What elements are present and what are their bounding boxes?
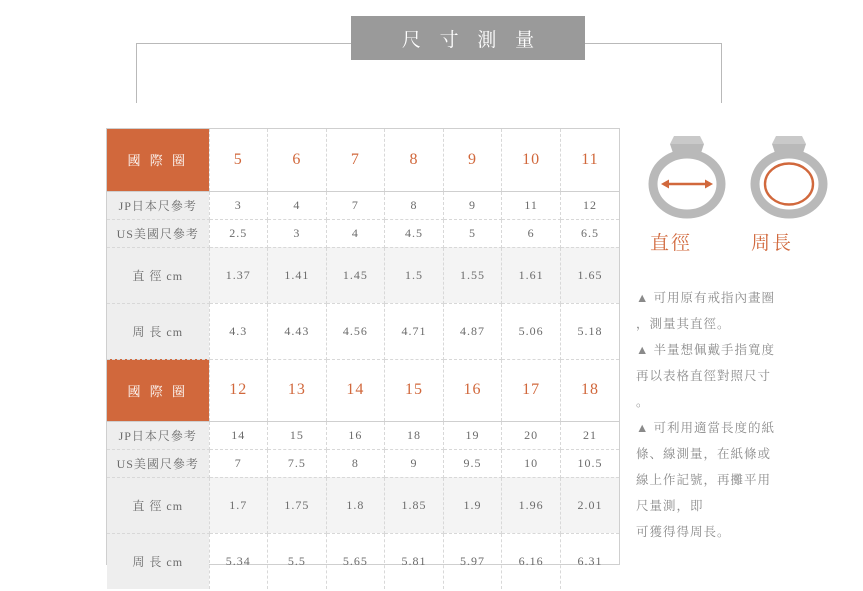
page-header (0, 0, 863, 110)
cell-us1-3: 4.5 (385, 219, 444, 247)
cell-us1-5: 6 (502, 219, 561, 247)
cell-jp1-5: 11 (502, 191, 561, 219)
cell-us2-2: 8 (326, 449, 385, 477)
cell-us2-4: 9.5 (443, 449, 502, 477)
measurement-guide (636, 128, 846, 546)
note-line: ▲ 可利用適當長度的紙 (636, 421, 775, 435)
size-chart (106, 128, 620, 569)
ring-captions (636, 228, 846, 264)
cell-dia2-5: 1.96 (502, 477, 561, 533)
cell-us2-3: 9 (385, 449, 444, 477)
cell-intl1-4: 9 (443, 129, 502, 191)
row-label-circumference-2: 周 長 cm (107, 533, 209, 589)
cell-dia2-4: 1.9 (443, 477, 502, 533)
page-title: 尺 寸 測 量 (351, 16, 585, 60)
cell-cir2-5: 6.16 (502, 533, 561, 589)
table-row-circumference-1 (107, 303, 619, 359)
cell-jp1-1: 4 (268, 191, 327, 219)
cell-cir2-0: 5.34 (209, 533, 268, 589)
cell-intl2-4: 16 (443, 359, 502, 421)
note-line: 尺量測，即 (636, 499, 704, 513)
cell-us1-2: 4 (326, 219, 385, 247)
instruction-notes (636, 286, 832, 544)
cell-intl2-0: 12 (209, 359, 268, 421)
cell-intl2-3: 15 (385, 359, 444, 421)
note-line: 線上作記號，再攤平用 (636, 473, 772, 487)
cell-dia1-4: 1.55 (443, 247, 502, 303)
cell-dia1-5: 1.61 (502, 247, 561, 303)
note-line: ▲ 可用原有戒指內畫圈 (636, 291, 775, 305)
cell-cir2-1: 5.5 (268, 533, 327, 589)
note-line: 條、線測量，在紙條或 (636, 447, 772, 461)
cell-cir1-3: 4.71 (385, 303, 444, 359)
table-row-us-2 (107, 449, 619, 477)
header-rule-left-vertical (136, 43, 137, 103)
cell-dia2-1: 1.75 (268, 477, 327, 533)
cell-jp2-4: 19 (443, 421, 502, 449)
table-row-jp-2 (107, 421, 619, 449)
note-line: ，測量其直徑。 (636, 317, 731, 331)
note-line: ▲ 半量想佩戴手指寬度 (636, 343, 775, 357)
cell-dia2-0: 1.7 (209, 477, 268, 533)
cell-intl2-1: 13 (268, 359, 327, 421)
cell-dia1-2: 1.45 (326, 247, 385, 303)
cell-us2-6: 10.5 (560, 449, 619, 477)
cell-intl2-5: 17 (502, 359, 561, 421)
cell-dia1-6: 1.65 (560, 247, 619, 303)
cell-cir1-1: 4.43 (268, 303, 327, 359)
cell-cir2-4: 5.97 (443, 533, 502, 589)
note-line: 再以表格直徑對照尺寸 (636, 369, 772, 383)
cell-dia1-0: 1.37 (209, 247, 268, 303)
cell-us2-5: 10 (502, 449, 561, 477)
header-rule-right-vertical (721, 43, 722, 103)
table-row-jp-1 (107, 191, 619, 219)
row-label-diameter-2: 直 徑 cm (107, 477, 209, 533)
cell-intl2-6: 18 (560, 359, 619, 421)
row-label-us-2: US美國尺參考 (107, 449, 209, 477)
cell-cir2-2: 5.65 (326, 533, 385, 589)
table-row-intl-1 (107, 129, 619, 191)
cell-dia2-6: 2.01 (560, 477, 619, 533)
cell-intl1-2: 7 (326, 129, 385, 191)
cell-jp2-6: 21 (560, 421, 619, 449)
caption-diameter: 直徑 (650, 233, 693, 254)
cell-intl1-5: 10 (502, 129, 561, 191)
cell-us2-0: 7 (209, 449, 268, 477)
cell-cir1-5: 5.06 (502, 303, 561, 359)
cell-dia2-3: 1.85 (385, 477, 444, 533)
cell-jp1-4: 9 (443, 191, 502, 219)
row-label-jp: JP日本尺參考 (107, 191, 209, 219)
ring-diameter-icon (640, 128, 734, 220)
size-chart-table (107, 129, 619, 589)
note-line: 。 (636, 395, 650, 409)
cell-jp2-0: 14 (209, 421, 268, 449)
cell-jp1-3: 8 (385, 191, 444, 219)
cell-cir2-3: 5.81 (385, 533, 444, 589)
table-row-intl-2 (107, 359, 619, 421)
cell-cir1-2: 4.56 (326, 303, 385, 359)
ring-circumference-icon (742, 128, 836, 220)
table-row-circumference-2 (107, 533, 619, 589)
cell-dia1-3: 1.5 (385, 247, 444, 303)
cell-dia2-2: 1.8 (326, 477, 385, 533)
cell-cir1-0: 4.3 (209, 303, 268, 359)
row-label-diameter: 直 徑 cm (107, 247, 209, 303)
row-label-circumference: 周 長 cm (107, 303, 209, 359)
cell-intl1-3: 8 (385, 129, 444, 191)
cell-jp1-6: 12 (560, 191, 619, 219)
header-rule-right (583, 43, 722, 44)
row-label-intl-2: 國 際 圈 (107, 359, 209, 421)
cell-jp2-1: 15 (268, 421, 327, 449)
table-row-us-1 (107, 219, 619, 247)
caption-circumference: 周長 (751, 233, 794, 254)
cell-us1-4: 5 (443, 219, 502, 247)
cell-cir1-6: 5.18 (560, 303, 619, 359)
ring-illustrations (636, 128, 846, 224)
cell-us2-1: 7.5 (268, 449, 327, 477)
header-rule-left (136, 43, 354, 44)
cell-intl1-0: 5 (209, 129, 268, 191)
row-label-us: US美國尺參考 (107, 219, 209, 247)
cell-cir1-4: 4.87 (443, 303, 502, 359)
cell-jp2-2: 16 (326, 421, 385, 449)
cell-us1-0: 2.5 (209, 219, 268, 247)
cell-us1-1: 3 (268, 219, 327, 247)
cell-dia1-1: 1.41 (268, 247, 327, 303)
cell-jp2-3: 18 (385, 421, 444, 449)
table-row-diameter-1 (107, 247, 619, 303)
cell-cir2-6: 6.31 (577, 553, 603, 568)
row-label-jp-2: JP日本尺參考 (107, 421, 209, 449)
cell-jp2-5: 20 (502, 421, 561, 449)
table-row-diameter-2 (107, 477, 619, 533)
note-line: 可獲得得周長。 (636, 525, 731, 539)
cell-intl2-2: 14 (326, 359, 385, 421)
cell-intl1-6: 11 (560, 129, 619, 191)
row-label-intl: 國 際 圈 (107, 129, 209, 191)
cell-jp1-2: 7 (326, 191, 385, 219)
cell-jp1-0: 3 (209, 191, 268, 219)
cell-intl1-1: 6 (268, 129, 327, 191)
cell-us1-6: 6.5 (560, 219, 619, 247)
